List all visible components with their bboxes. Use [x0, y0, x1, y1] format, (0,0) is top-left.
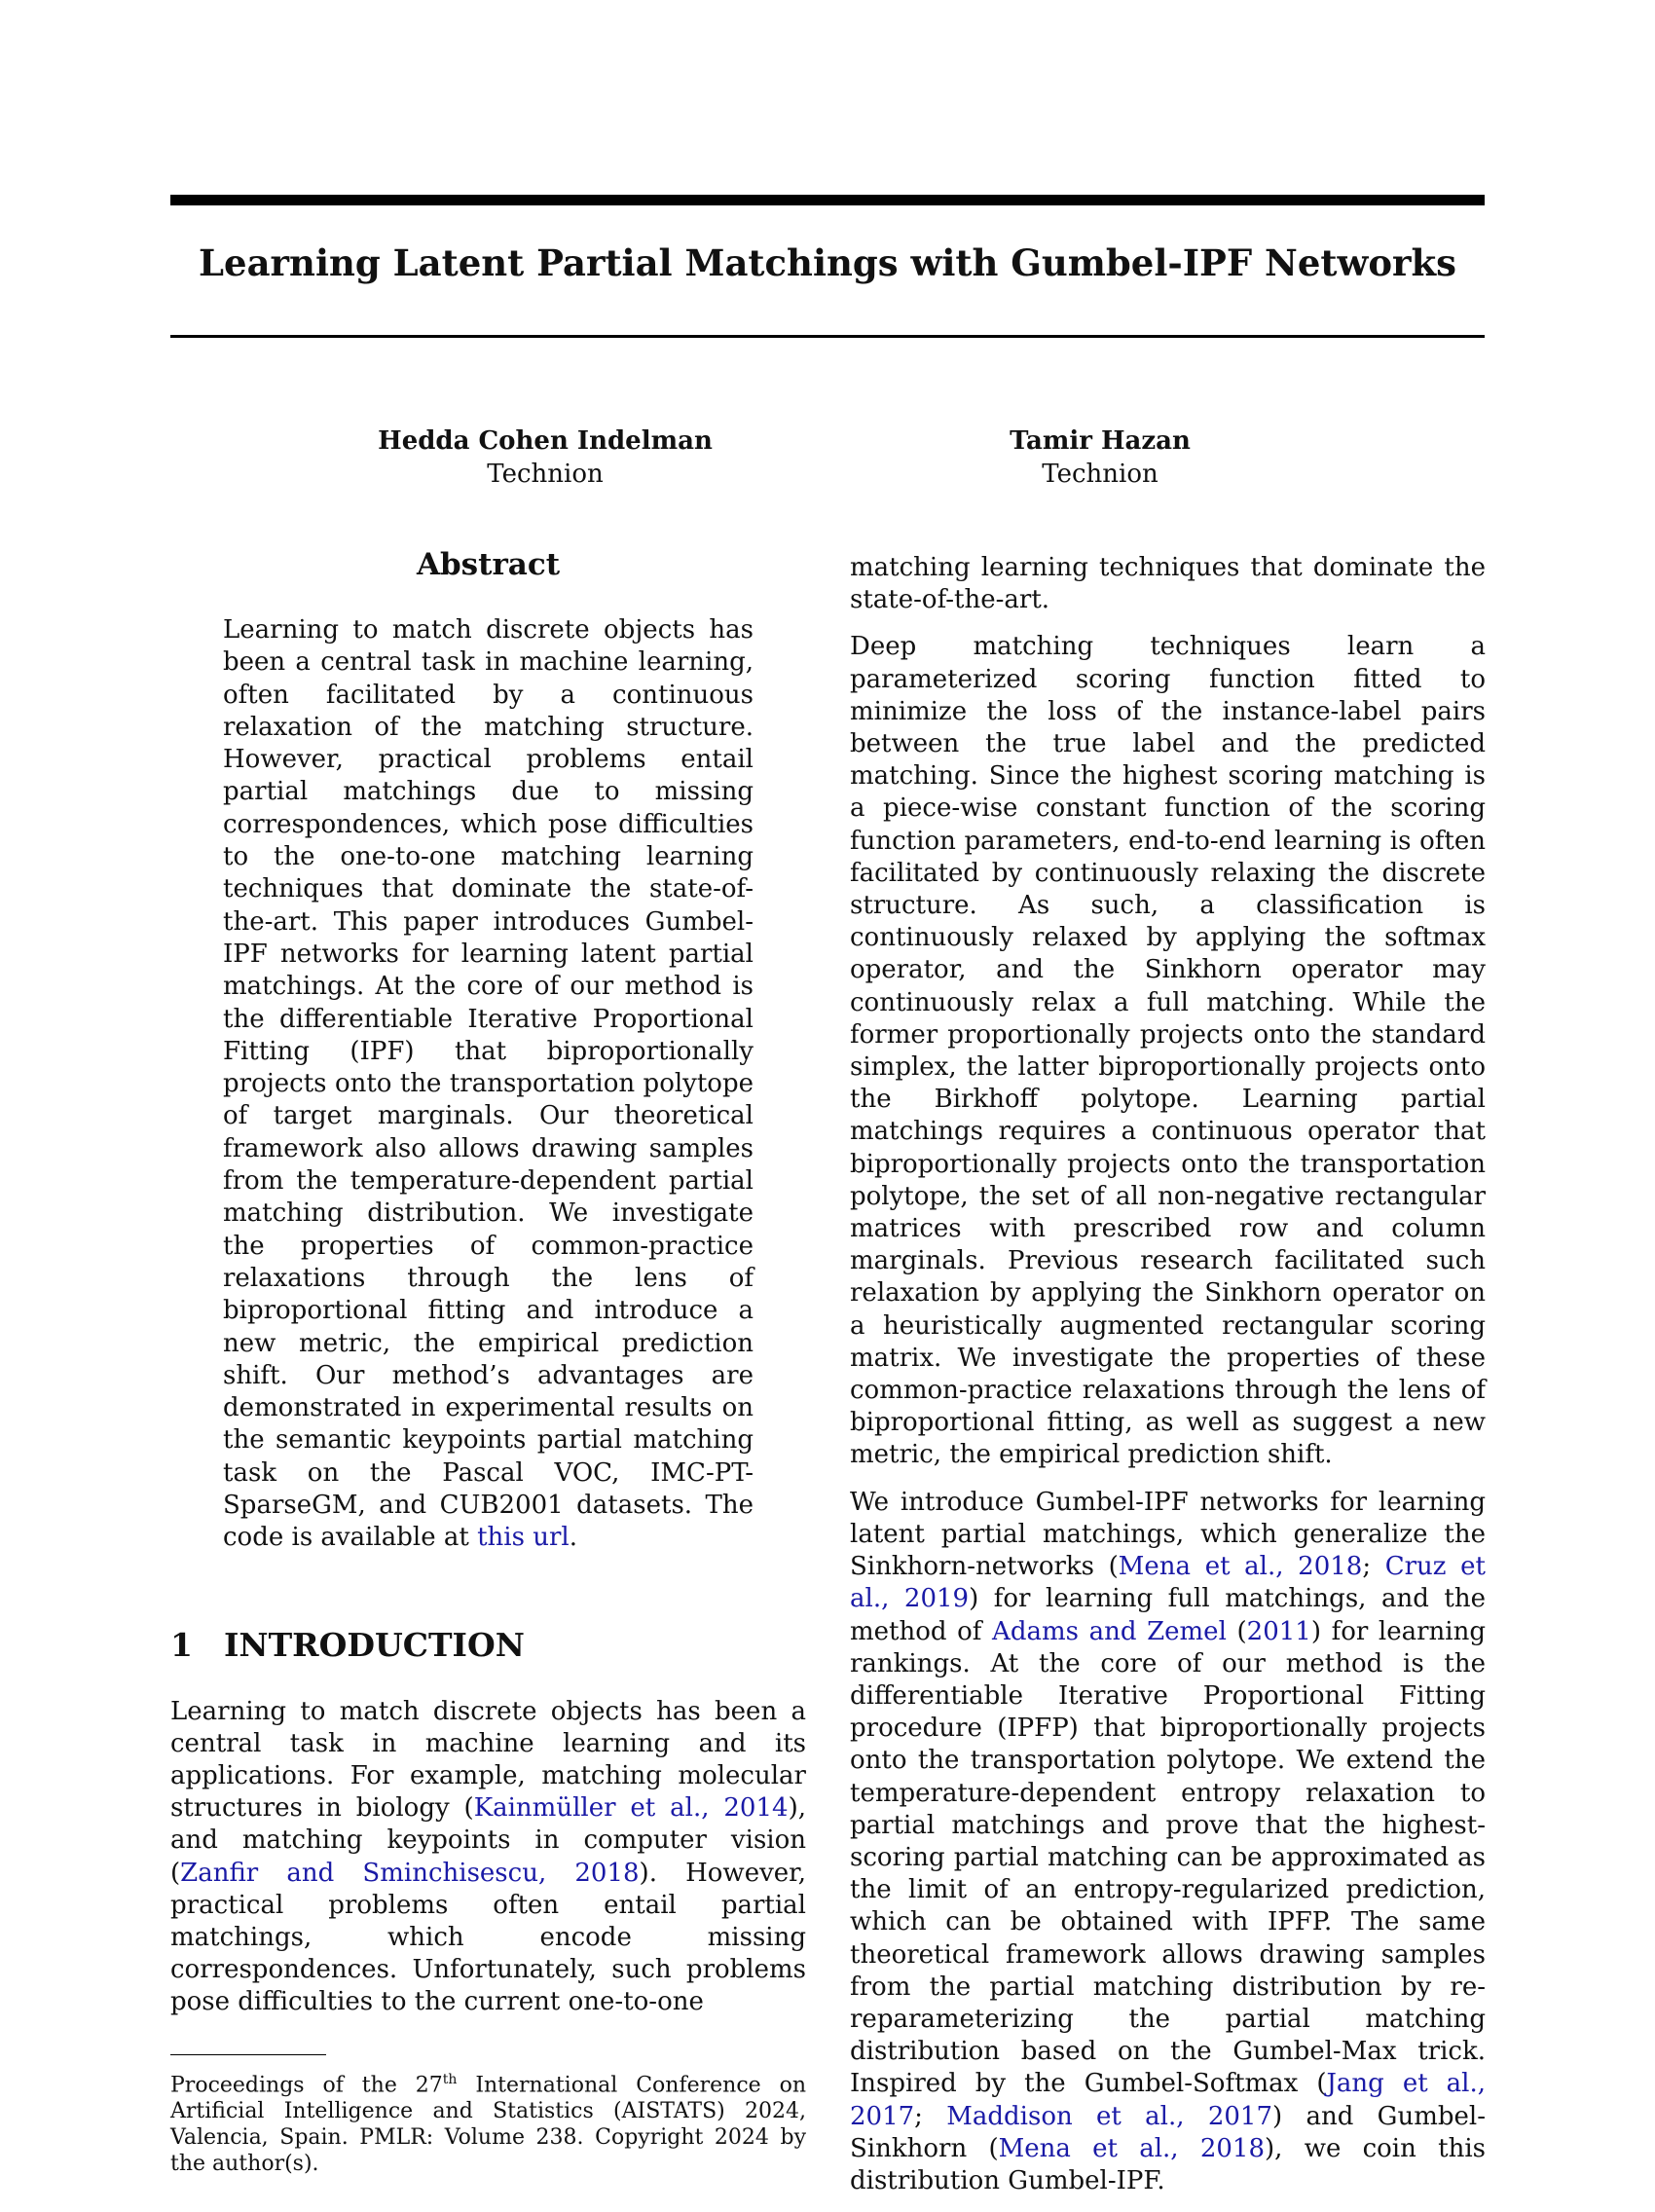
superscript: th: [442, 2072, 458, 2088]
text-run: ;: [914, 2101, 947, 2131]
citation-link[interactable]: Jang et al., 2017: [850, 2069, 1486, 2131]
text-run: Proceedings of the 27: [170, 2073, 443, 2098]
author-block-1: [341, 424, 750, 491]
code-link[interactable]: this url: [477, 1523, 570, 1553]
paper-title: Learning Latent Partial Matchings with Gumbel-IPF Networks: [199, 241, 1456, 284]
abstract-text: Learning to match discrete objects has been a central task in machine learning, often facilitated by a continuous relaxation of the matching structure. However, practical problems entail partial matchings due to missing correspondences, which pose difficulties to the one-to-one matching learning techniques that dominate the state-of-the-art. This paper introduces Gumbel-IPF networks for learning latent partial matchings. At the core of our method is the differentiable Iterative Proportional Fitting (IPF) that biproportionally projects onto the transportation polytope of target marginals. Our theoretical framework also allows drawing samples from the temperature-dependent partial matching distribution. We investigate the properties of common-practice relaxations through the lens of biproportional fitting and introduce a new metric, the empirical prediction shift. Our method’s advantages are demonstrated in experimental results on the semantic keypoints partial matching task on the Pascal VOC, IMC-PT-SparseGM, and CUB2001 datasets. The code is available at: [223, 615, 754, 1553]
text-run: ;: [1362, 1552, 1385, 1582]
text-run: International Conference on Artificial Intelligence and Statistics (AISTATS) 2024, Valencia, Spain. PMLR: Volume 238. Copyright 2024 by the author(s).: [170, 2073, 806, 2177]
text-run: ) and Gumbel-Sinkhorn (: [850, 2101, 1486, 2163]
intro-paragraph-2: Deep matching techniques learn a parameterized scoring function fitted to minimize the loss of the instance-label pairs between the true label and the predicted matching. Since the highest scoring matching is a piece-wise constant function of the scoring function parameters, end-to-end learning is often facilitated by continuously relaxing the discrete structure. As such, a classification is continuously relaxed by applying the softmax operator, and the Sinkhorn operator may continuously relax a full matching. While the former proportionally projects onto the standard simplex, the latter biproportionally projects onto the Birkhoff polytope. Learning partial matchings requires a continuous operator that biproportionally projects onto the transportation polytope, the set of all non-negative rectangular matrices with prescribed row and column marginals. Previous research facilitated such relaxation by applying the Sinkhorn operator on a heuristically augmented rectangular scoring matrix. We investigate the properties of these common-practice relaxations through the lens of biproportional fitting, as well as suggest a new metric, the empirical prediction shift.: [850, 632, 1486, 1470]
citation-link[interactable]: Mena et al., 2018: [998, 2133, 1266, 2163]
footnote-rule: [170, 2054, 326, 2056]
citation-link[interactable]: Adams and Zemel: [992, 1616, 1227, 1646]
text-run: (: [1226, 1616, 1247, 1646]
footnote: [170, 2067, 806, 2177]
author-affiliation: Technion: [1042, 460, 1158, 489]
author-name: Hedda Cohen Indelman: [378, 426, 713, 456]
intro-paragraph-3: [850, 1487, 1486, 2197]
title-rule-bottom: [170, 335, 1485, 338]
text-run: ), we coin this distribution Gumbel-IPF.: [850, 2133, 1486, 2195]
title-rule-top: [170, 195, 1485, 205]
section-number: 1: [170, 1625, 193, 1664]
text-run: We introduce Gumbel-IPF networks for learning latent partial matchings, which generalize the Sinkhorn-networks (: [850, 1487, 1486, 1582]
author-affiliation: Technion: [487, 460, 604, 489]
text-run: Learning to match discrete objects has been a central task in machine learning and its applications. For example, matching molecular structures in biology (: [170, 1696, 806, 1824]
text-run: ), and matching keypoints in computer vision (: [170, 1793, 806, 1888]
section-title: INTRODUCTION: [224, 1625, 525, 1664]
text-run: ). However, practical problems often entail partial matchings, which encode missing correspondences. Unfortunately, such problems pose difficulties to the current one-to-one: [170, 1858, 806, 2017]
citation-link[interactable]: 2011: [1246, 1616, 1311, 1646]
citation-link[interactable]: Mena et al., 2018: [1118, 1552, 1363, 1582]
author-block-2: [896, 424, 1305, 491]
citation-link[interactable]: Maddison et al., 2017: [946, 2101, 1273, 2131]
left-column: [170, 545, 806, 2177]
citation-link[interactable]: Cruz et al., 2019: [850, 1552, 1486, 1614]
abstract-end: .: [569, 1523, 577, 1553]
abstract-body: [223, 614, 754, 1555]
abstract-heading: Abstract: [416, 547, 561, 582]
intro-paragraph-1: [170, 1696, 806, 2019]
right-column: [850, 552, 1486, 2212]
text-run: ) for learning rankings. At the core of our method is the differentiable Iterative Proportional Fitting procedure (IPFP) that biproportionally projects onto the transportation polytope. We extend the temperature-dependent entropy relaxation to partial matchings and prove that the highest-scoring partial matching can be approximated as the limit of an entropy-regularized prediction, which can be obtained with IPFP. The same theoretical framework allows drawing samples from the partial matching distribution by re-reparameterizing the partial matching distribution based on the Gumbel-Max trick. Inspired by the Gumbel-Softmax (: [850, 1616, 1486, 2099]
section-heading-introduction: [170, 1625, 806, 1666]
author-name: Tamir Hazan: [1010, 426, 1191, 456]
citation-link[interactable]: Zanfir and Sminchisescu, 2018: [180, 1858, 640, 1888]
text-run: ) for learning full matchings, and the method of: [850, 1584, 1487, 1646]
citation-link[interactable]: Kainmüller et al., 2014: [473, 1793, 789, 1824]
intro-paragraph-1-continued: matching learning techniques that dominate the state-of-the-art.: [850, 553, 1486, 615]
